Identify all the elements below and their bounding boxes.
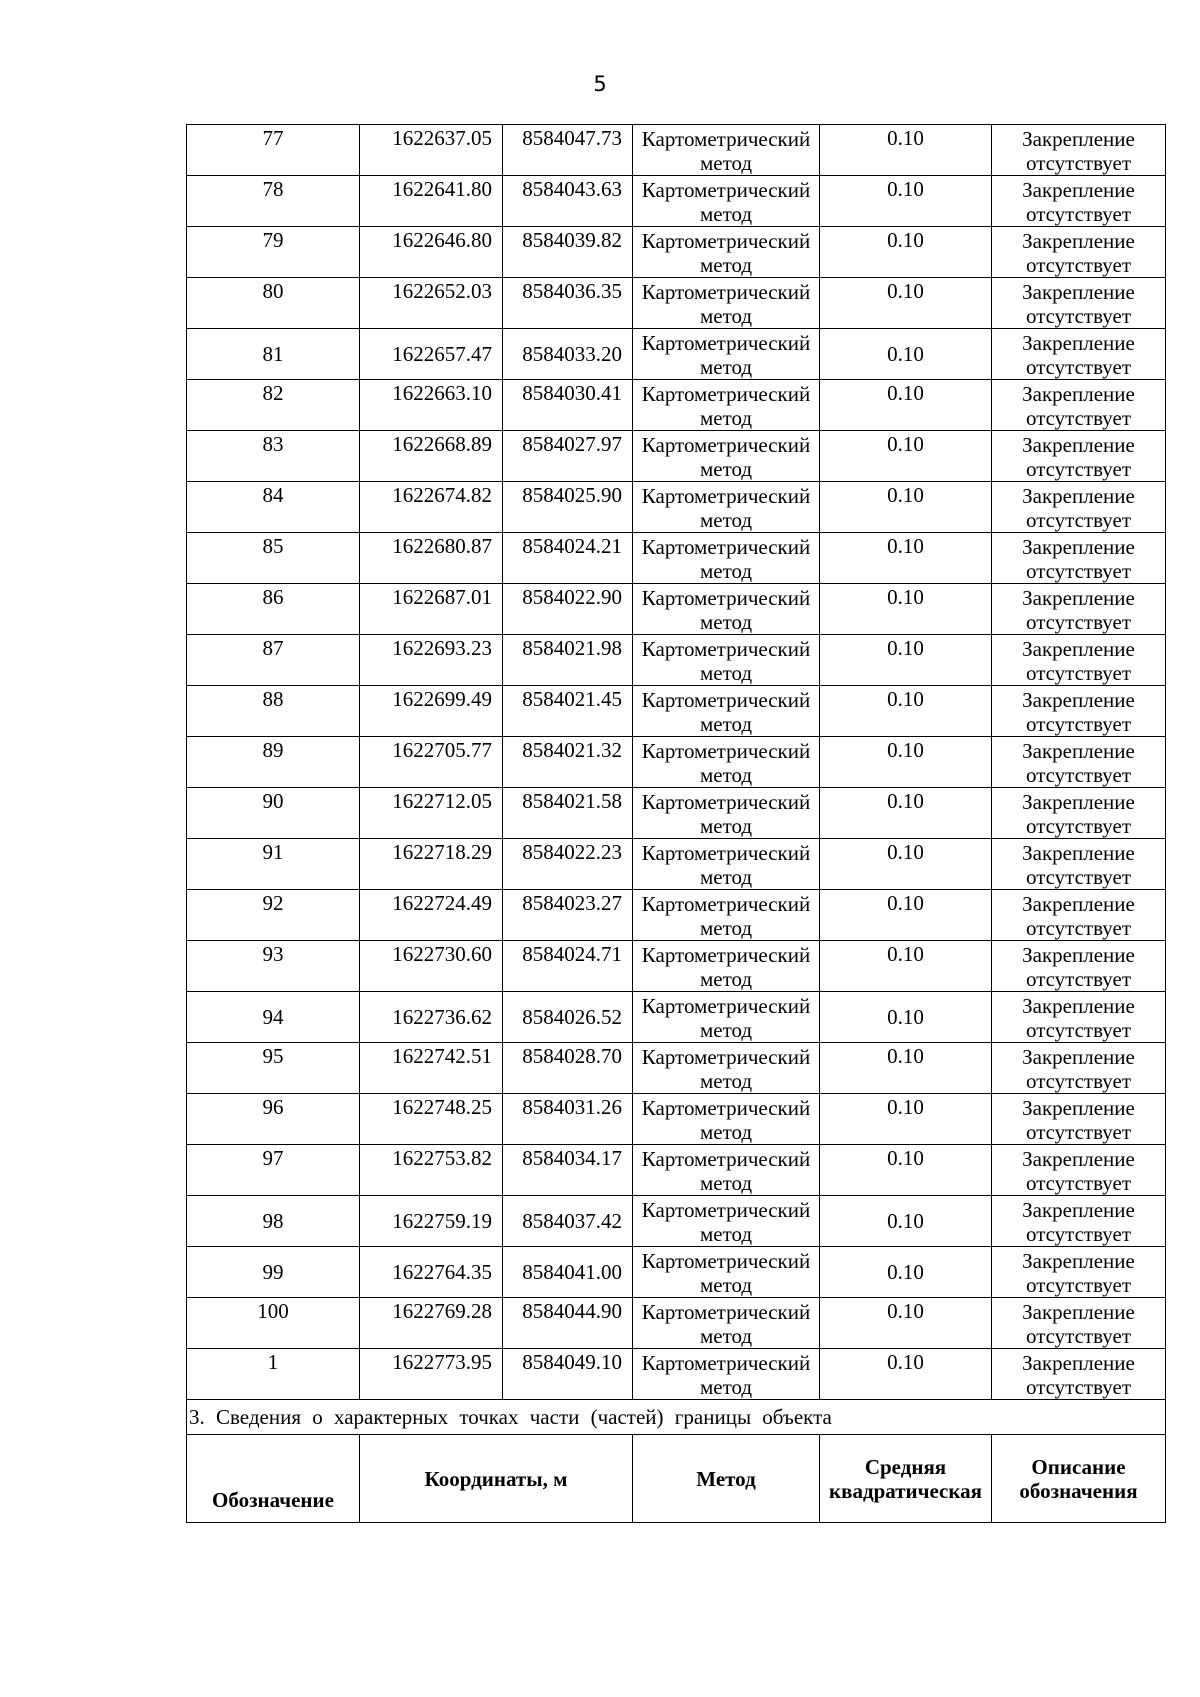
description-cell [992,584,1166,635]
description-line2: отсутствует [1025,457,1132,481]
point-number: 95 [187,1043,360,1094]
point-number: 92 [187,890,360,941]
description-cell [992,482,1166,533]
method-line2: метод [699,202,753,226]
coordinate-y: 8584034.17 [503,1145,633,1196]
point-number: 100 [187,1298,360,1349]
coordinate-x: 1622759.19 [360,1196,503,1247]
table-row [187,737,1166,788]
method-line1: Картометрический [641,331,811,355]
coordinate-y: 8584041.00 [503,1247,633,1298]
description-line1: Закрепление [1022,433,1135,457]
accuracy: 0.10 [820,1196,992,1247]
description-line1: Закрепление [1022,280,1135,304]
accuracy: 0.10 [820,380,992,431]
method-line1: Картометрический [641,688,811,712]
page-number: 5 [593,72,607,96]
coordinate-y: 8584021.32 [503,737,633,788]
method-line2: метод [699,1069,753,1093]
description-line1: Закрепление [1022,127,1135,151]
description-line2: отсутствует [1025,355,1132,379]
description-line2: отсутствует [1025,1018,1132,1042]
description-line1: Закрепление [1022,484,1135,508]
description-line1: Закрепление [1022,739,1135,763]
table-body [187,125,1166,1400]
method-cell [633,992,820,1043]
method-line2: метод [699,508,753,532]
description-cell [992,1247,1166,1298]
method-line2: метод [699,661,753,685]
method-line1: Картометрический [641,535,811,559]
accuracy: 0.10 [820,839,992,890]
header-description-line2: обозначения [1019,1478,1138,1503]
accuracy: 0.10 [820,1145,992,1196]
description-line1: Закрепление [1022,1351,1135,1375]
description-cell [992,890,1166,941]
method-cell [633,278,820,329]
table-row [187,329,1166,380]
coordinate-x: 1622668.89 [360,431,503,482]
header-designation: Обозначение [187,1435,360,1523]
point-number: 88 [187,686,360,737]
method-cell [633,635,820,686]
method-cell [633,380,820,431]
table-row [187,890,1166,941]
method-line1: Картометрический [641,586,811,610]
description-line1: Закрепление [1022,229,1135,253]
description-line1: Закрепление [1022,178,1135,202]
coordinate-x: 1622764.35 [360,1247,503,1298]
method-line2: метод [699,610,753,634]
method-cell [633,125,820,176]
coordinate-y: 8584030.41 [503,380,633,431]
accuracy: 0.10 [820,329,992,380]
description-line1: Закрепление [1022,1198,1135,1222]
coordinate-x: 1622736.62 [360,992,503,1043]
description-cell [992,278,1166,329]
description-line2: отсутствует [1025,304,1132,328]
method-cell [633,839,820,890]
description-line1: Закрепление [1022,1300,1135,1324]
method-line1: Картометрический [641,739,811,763]
method-cell [633,686,820,737]
description-line2: отсутствует [1025,865,1132,889]
method-line2: метод [699,304,753,328]
method-line1: Картометрический [641,1147,811,1171]
point-number: 94 [187,992,360,1043]
method-cell [633,584,820,635]
table-row [187,1043,1166,1094]
description-cell [992,380,1166,431]
description-line2: отсутствует [1025,1171,1132,1195]
coordinate-y: 8584025.90 [503,482,633,533]
method-line1: Картометрический [641,280,811,304]
method-line2: метод [699,1120,753,1144]
table-row [187,1349,1166,1400]
coordinate-x: 1622718.29 [360,839,503,890]
description-cell [992,788,1166,839]
accuracy: 0.10 [820,584,992,635]
coordinate-x: 1622693.23 [360,635,503,686]
point-number: 96 [187,1094,360,1145]
point-number: 93 [187,941,360,992]
description-line2: отсутствует [1025,1324,1132,1348]
method-line2: метод [699,1324,753,1348]
table-row [187,1196,1166,1247]
description-line1: Закрепление [1022,1249,1135,1273]
coordinate-x: 1622705.77 [360,737,503,788]
coordinate-y: 8584022.90 [503,584,633,635]
table-row [187,278,1166,329]
section-3 [187,1400,1166,1523]
accuracy: 0.10 [820,1094,992,1145]
method-cell [633,890,820,941]
accuracy: 0.10 [820,125,992,176]
method-line1: Картометрический [641,892,811,916]
point-number: 83 [187,431,360,482]
description-cell [992,329,1166,380]
coordinate-x: 1622712.05 [360,788,503,839]
point-number: 98 [187,1196,360,1247]
table-row [187,380,1166,431]
coordinate-x: 1622637.05 [360,125,503,176]
method-line2: метод [699,253,753,277]
table-row [187,176,1166,227]
coordinate-x: 1622674.82 [360,482,503,533]
method-line2: метод [699,1273,753,1297]
description-line1: Закрепление [1022,331,1135,355]
description-line1: Закрепление [1022,688,1135,712]
description-line2: отсутствует [1025,610,1132,634]
description-line2: отсутствует [1025,967,1132,991]
method-line1: Картометрический [641,841,811,865]
coordinate-x: 1622748.25 [360,1094,503,1145]
accuracy: 0.10 [820,1247,992,1298]
description-line2: отсутствует [1025,508,1132,532]
description-line2: отсутствует [1025,661,1132,685]
coordinate-y: 8584047.73 [503,125,633,176]
description-line2: отсутствует [1025,1375,1132,1399]
description-line1: Закрепление [1022,841,1135,865]
accuracy: 0.10 [820,737,992,788]
description-line1: Закрепление [1022,586,1135,610]
method-line1: Картометрический [641,943,811,967]
method-cell [633,1298,820,1349]
description-cell [992,1298,1166,1349]
method-line2: метод [699,1375,753,1399]
accuracy: 0.10 [820,941,992,992]
method-cell [633,788,820,839]
coordinate-y: 8584033.20 [503,329,633,380]
coordinate-y: 8584028.70 [503,1043,633,1094]
table-row [187,533,1166,584]
description-cell [992,737,1166,788]
method-cell [633,482,820,533]
coordinate-y: 8584023.27 [503,890,633,941]
accuracy: 0.10 [820,992,992,1043]
method-cell [633,227,820,278]
coordinate-x: 1622641.80 [360,176,503,227]
coordinate-x: 1622687.01 [360,584,503,635]
description-cell [992,1094,1166,1145]
table-row [187,1145,1166,1196]
table-row [187,941,1166,992]
description-cell [992,992,1166,1043]
description-line2: отсутствует [1025,151,1132,175]
description-cell [992,1145,1166,1196]
method-line1: Картометрический [641,484,811,508]
header-description [992,1435,1166,1523]
description-cell [992,686,1166,737]
table-row [187,635,1166,686]
description-line2: отсутствует [1025,814,1132,838]
description-cell [992,1349,1166,1400]
description-cell [992,227,1166,278]
coordinate-x: 1622769.28 [360,1298,503,1349]
method-line1: Картометрический [641,1096,811,1120]
description-line1: Закрепление [1022,994,1135,1018]
header-method: Метод [633,1435,820,1523]
method-line1: Картометрический [641,1351,811,1375]
coordinate-y: 8584021.45 [503,686,633,737]
description-line1: Закрепление [1022,382,1135,406]
accuracy: 0.10 [820,788,992,839]
coordinate-y: 8584049.10 [503,1349,633,1400]
accuracy: 0.10 [820,1298,992,1349]
description-line1: Закрепление [1022,1096,1135,1120]
coordinate-y: 8584021.98 [503,635,633,686]
table-row [187,788,1166,839]
description-cell [992,1043,1166,1094]
table-row [187,992,1166,1043]
accuracy: 0.10 [820,482,992,533]
description-cell [992,431,1166,482]
method-cell [633,1094,820,1145]
table-row [187,1247,1166,1298]
header-coordinates: Координаты, м [360,1435,633,1523]
coordinate-y: 8584039.82 [503,227,633,278]
accuracy: 0.10 [820,278,992,329]
point-number: 91 [187,839,360,890]
point-number: 81 [187,329,360,380]
point-number: 87 [187,635,360,686]
method-cell [633,431,820,482]
point-number: 82 [187,380,360,431]
table-row [187,686,1166,737]
method-cell [633,737,820,788]
method-line2: метод [699,1171,753,1195]
point-number: 90 [187,788,360,839]
point-number: 1 [187,1349,360,1400]
point-number: 89 [187,737,360,788]
accuracy: 0.10 [820,686,992,737]
coordinate-x: 1622753.82 [360,1145,503,1196]
description-line2: отсутствует [1025,253,1132,277]
accuracy: 0.10 [820,533,992,584]
coordinate-y: 8584043.63 [503,176,633,227]
method-cell [633,329,820,380]
method-line2: метод [699,712,753,736]
point-number: 79 [187,227,360,278]
point-number: 97 [187,1145,360,1196]
table-row [187,125,1166,176]
description-line1: Закрепление [1022,790,1135,814]
description-line1: Закрепление [1022,637,1135,661]
coordinate-x: 1622680.87 [360,533,503,584]
coordinate-y: 8584037.42 [503,1196,633,1247]
point-number: 99 [187,1247,360,1298]
description-line2: отсутствует [1025,406,1132,430]
method-line1: Картометрический [641,1045,811,1069]
method-line2: метод [699,355,753,379]
point-number: 86 [187,584,360,635]
coordinate-x: 1622730.60 [360,941,503,992]
coordinate-x: 1622724.49 [360,890,503,941]
description-line1: Закрепление [1022,943,1135,967]
section-3-header-row [187,1435,1166,1523]
method-line2: метод [699,967,753,991]
description-cell [992,635,1166,686]
section-3-row [187,1400,1166,1435]
table-row [187,227,1166,278]
coordinate-x: 1622652.03 [360,278,503,329]
method-line1: Картометрический [641,178,811,202]
method-line1: Картометрический [641,433,811,457]
accuracy: 0.10 [820,431,992,482]
table-row [187,1094,1166,1145]
description-line1: Закрепление [1022,535,1135,559]
method-cell [633,1196,820,1247]
coordinate-x: 1622657.47 [360,329,503,380]
header-rms-line1: Средняя [864,1454,947,1479]
coordinate-x: 1622646.80 [360,227,503,278]
section-3-title: 3. Сведения о характерных точках части (частей) границы объекта [187,1400,1166,1435]
description-line1: Закрепление [1022,1045,1135,1069]
coordinate-x: 1622773.95 [360,1349,503,1400]
accuracy: 0.10 [820,635,992,686]
coordinate-x: 1622663.10 [360,380,503,431]
header-rms [820,1435,992,1523]
header-description-line1: Описание [1031,1454,1126,1479]
coordinate-y: 8584021.58 [503,788,633,839]
method-line2: метод [699,1018,753,1042]
description-cell [992,839,1166,890]
description-line2: отсутствует [1025,763,1132,787]
coordinate-x: 1622699.49 [360,686,503,737]
description-cell [992,1196,1166,1247]
description-line2: отсутствует [1025,712,1132,736]
method-cell [633,1043,820,1094]
accuracy: 0.10 [820,1043,992,1094]
method-line1: Картометрический [641,382,811,406]
method-line1: Картометрический [641,790,811,814]
description-line2: отсутствует [1025,1273,1132,1297]
accuracy: 0.10 [820,890,992,941]
method-line2: метод [699,865,753,889]
method-line2: метод [699,151,753,175]
method-cell [633,941,820,992]
method-cell [633,1145,820,1196]
method-line1: Картометрический [641,637,811,661]
boundary-points-table [186,124,1166,1523]
table-row [187,584,1166,635]
method-line2: метод [699,814,753,838]
method-line1: Картометрический [641,127,811,151]
coordinate-y: 8584024.21 [503,533,633,584]
table-row [187,1298,1166,1349]
point-number: 85 [187,533,360,584]
coordinate-y: 8584024.71 [503,941,633,992]
method-line2: метод [699,559,753,583]
method-line1: Картометрический [641,1249,811,1273]
coordinate-y: 8584036.35 [503,278,633,329]
description-cell [992,125,1166,176]
method-cell [633,533,820,584]
description-line2: отсутствует [1025,1069,1132,1093]
description-cell [992,176,1166,227]
method-line2: метод [699,1222,753,1246]
table-row [187,482,1166,533]
method-line2: метод [699,916,753,940]
method-cell [633,1349,820,1400]
point-number: 84 [187,482,360,533]
method-line1: Картометрический [641,994,811,1018]
description-line2: отсутствует [1025,202,1132,226]
accuracy: 0.10 [820,227,992,278]
accuracy: 0.10 [820,176,992,227]
coordinate-y: 8584044.90 [503,1298,633,1349]
coordinate-y: 8584027.97 [503,431,633,482]
description-line2: отсутствует [1025,916,1132,940]
method-line2: метод [699,763,753,787]
description-cell [992,941,1166,992]
accuracy: 0.10 [820,1349,992,1400]
description-line2: отсутствует [1025,1222,1132,1246]
method-line2: метод [699,406,753,430]
table-row [187,839,1166,890]
description-line2: отсутствует [1025,559,1132,583]
point-number: 80 [187,278,360,329]
description-cell [992,533,1166,584]
method-line2: метод [699,457,753,481]
header-rms-line2: квадратическая [829,1478,982,1503]
point-number: 77 [187,125,360,176]
method-line1: Картометрический [641,1198,811,1222]
method-cell [633,1247,820,1298]
coordinate-y: 8584031.26 [503,1094,633,1145]
description-line1: Закрепление [1022,892,1135,916]
coordinate-y: 8584022.23 [503,839,633,890]
point-number: 78 [187,176,360,227]
method-line1: Картометрический [641,229,811,253]
description-line1: Закрепление [1022,1147,1135,1171]
table-row [187,431,1166,482]
method-line1: Картометрический [641,1300,811,1324]
coordinate-y: 8584026.52 [503,992,633,1043]
method-cell [633,176,820,227]
description-line2: отсутствует [1025,1120,1132,1144]
coordinate-x: 1622742.51 [360,1043,503,1094]
